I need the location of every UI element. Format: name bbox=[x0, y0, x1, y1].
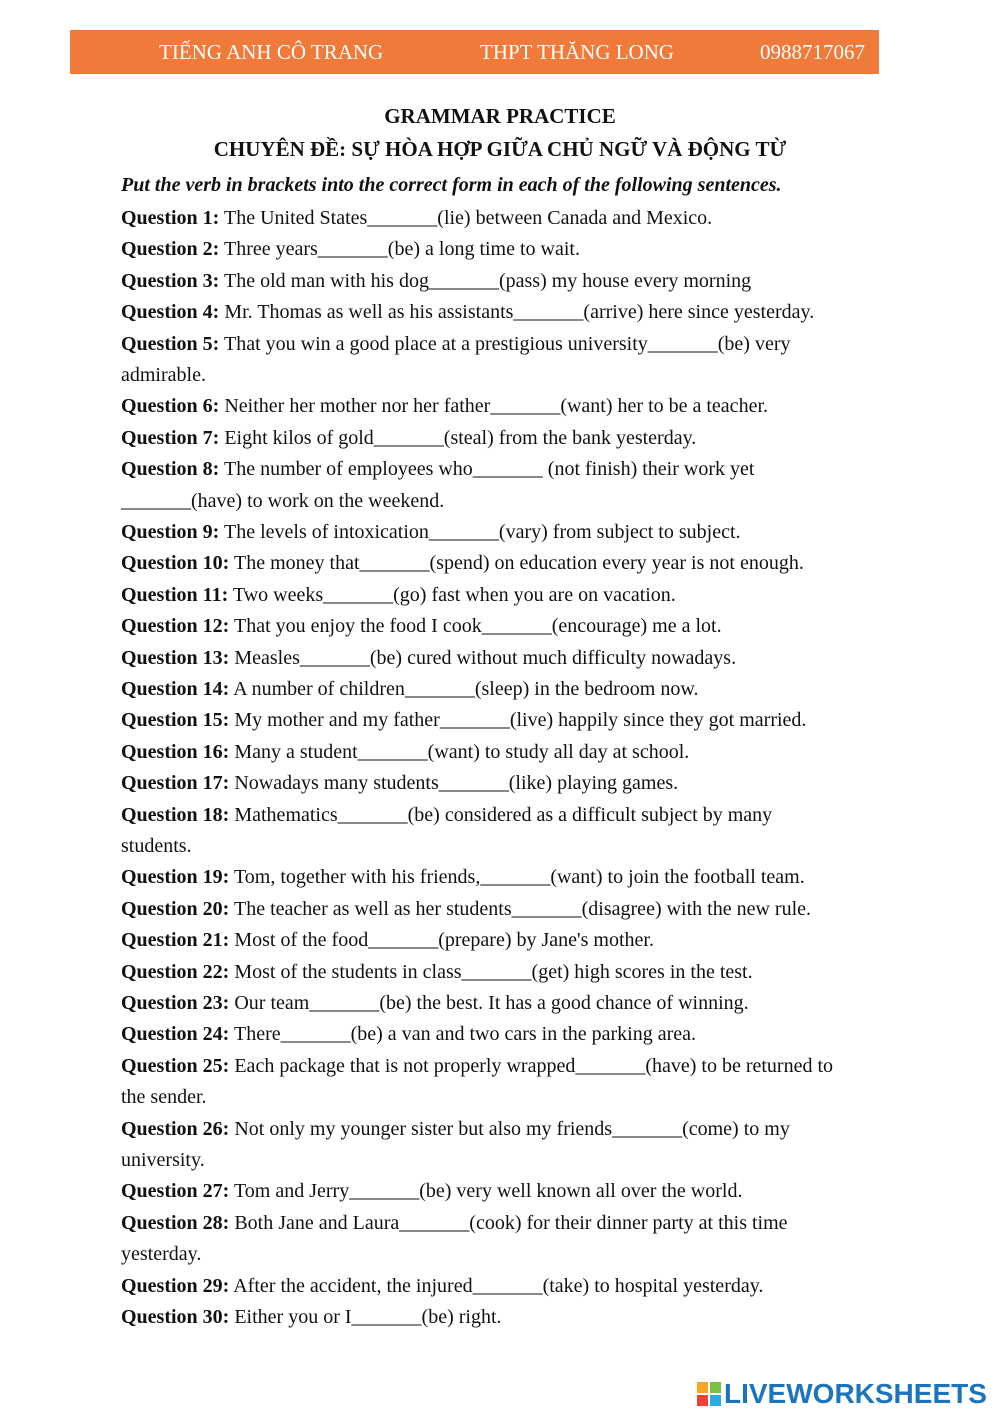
question-line bbox=[121, 865, 805, 889]
question-text: Most of the students in class_______(get) high scores in the test. bbox=[229, 961, 753, 983]
question-number: Question 21: bbox=[121, 929, 230, 951]
question-number: Question 5: bbox=[121, 333, 220, 355]
question-line bbox=[121, 834, 192, 858]
question-text: university. bbox=[121, 1149, 205, 1171]
question-line bbox=[121, 1148, 205, 1172]
question-number: Question 10: bbox=[121, 552, 230, 574]
question-text: Measles_______(be) cured without much difficulty nowadays. bbox=[229, 647, 737, 669]
question-text: Tom and Jerry_______(be) very well known all over the world. bbox=[229, 1180, 743, 1202]
liveworksheets-wordmark: LIVEWORKSHEETS bbox=[724, 1378, 987, 1409]
question-number: Question 13: bbox=[121, 647, 230, 669]
question-text: That you enjoy the food I cook_______(encourage) me a lot. bbox=[229, 615, 722, 637]
question-text: Both Jane and Laura_______(cook) for their dinner party at this time bbox=[229, 1212, 788, 1234]
question-line bbox=[121, 1117, 790, 1141]
question-line bbox=[121, 771, 678, 795]
question-number: Question 26: bbox=[121, 1118, 230, 1140]
question-number: Question 15: bbox=[121, 709, 230, 731]
question-number: Question 3: bbox=[121, 270, 220, 292]
question-text: Two weeks_______(go) fast when you are on vacation. bbox=[228, 584, 676, 606]
question-number: Question 24: bbox=[121, 1023, 230, 1045]
question-line bbox=[121, 960, 753, 984]
question-text: Not only my younger sister but also my friends_______(come) to my bbox=[229, 1118, 790, 1140]
question-line bbox=[121, 237, 580, 261]
question-number: Question 25: bbox=[121, 1055, 230, 1077]
liveworksheets-icon bbox=[697, 1382, 721, 1406]
question-text: After the accident, the injured_______(take) to hospital yesterday. bbox=[229, 1275, 764, 1297]
header-school-name: THPT THĂNG LONG bbox=[480, 40, 675, 64]
question-line bbox=[121, 991, 749, 1015]
question-line bbox=[121, 457, 754, 481]
question-line bbox=[121, 300, 814, 324]
question-text: admirable. bbox=[121, 364, 206, 386]
header-teacher-name: TIẾNG ANH CÔ TRANG bbox=[159, 40, 384, 64]
question-line bbox=[121, 551, 804, 575]
question-text: My mother and my father_______(live) happily since they got married. bbox=[229, 709, 807, 731]
question-number: Question 1: bbox=[121, 207, 220, 229]
page-subtitle: CHUYÊN ĐỀ: SỰ HÒA HỢP GIỮA CHỦ NGỮ VÀ ĐỘNG TỪ bbox=[213, 137, 787, 161]
question-text: Our team_______(be) the best. It has a good chance of winning. bbox=[229, 992, 749, 1014]
question-line bbox=[121, 897, 811, 921]
question-line bbox=[121, 803, 772, 827]
header-phone-number: 0988717067 bbox=[760, 40, 865, 64]
question-number: Question 2: bbox=[121, 238, 220, 260]
question-line bbox=[121, 646, 736, 670]
question-number: Question 7: bbox=[121, 427, 220, 449]
question-line bbox=[121, 489, 444, 513]
question-number: Question 12: bbox=[121, 615, 230, 637]
question-number: Question 27: bbox=[121, 1180, 230, 1202]
question-line bbox=[121, 1211, 788, 1235]
question-line bbox=[121, 928, 654, 952]
question-text: students. bbox=[121, 835, 192, 857]
question-line bbox=[121, 677, 699, 701]
question-line bbox=[121, 708, 806, 732]
question-text: There_______(be) a van and two cars in the parking area. bbox=[229, 1023, 697, 1045]
question-number: Question 28: bbox=[121, 1212, 230, 1234]
question-line bbox=[121, 206, 712, 230]
question-text: The old man with his dog_______(pass) my house every morning bbox=[219, 270, 752, 292]
question-text: Eight kilos of gold_______(steal) from the bank yesterday. bbox=[219, 427, 697, 449]
question-line bbox=[121, 1054, 833, 1078]
question-line bbox=[121, 1179, 742, 1203]
question-text: That you win a good place at a prestigious university_______(be) very bbox=[219, 333, 791, 355]
question-number: Question 20: bbox=[121, 898, 230, 920]
question-text: Three years_______(be) a long time to wait. bbox=[219, 238, 580, 260]
question-text: A number of children_______(sleep) in the bedroom now. bbox=[229, 678, 699, 700]
question-text: _______(have) to work on the weekend. bbox=[121, 490, 445, 512]
question-line bbox=[121, 520, 741, 544]
question-number: Question 22: bbox=[121, 961, 230, 983]
question-number: Question 16: bbox=[121, 741, 230, 763]
question-text: Mr. Thomas as well as his assistants_______(arrive) here since yesterday. bbox=[219, 301, 815, 323]
question-line bbox=[121, 583, 676, 607]
question-text: The number of employees who_______ (not finish) their work yet bbox=[219, 458, 755, 480]
question-number: Question 18: bbox=[121, 804, 230, 826]
page-title: GRAMMAR PRACTICE bbox=[384, 104, 616, 128]
question-text: Tom, together with his friends,_______(want) to join the football team. bbox=[229, 866, 805, 888]
question-text: Each package that is not properly wrapped_______(have) to be returned to bbox=[229, 1055, 834, 1077]
question-line bbox=[121, 1274, 763, 1298]
question-line bbox=[121, 394, 768, 418]
question-text: Many a student_______(want) to study all day at school. bbox=[229, 741, 690, 763]
question-line bbox=[121, 1305, 502, 1329]
question-line bbox=[121, 426, 696, 450]
question-number: Question 23: bbox=[121, 992, 230, 1014]
question-line bbox=[121, 740, 689, 764]
question-text: Mathematics_______(be) considered as a difficult subject by many bbox=[229, 804, 773, 826]
liveworksheets-logo bbox=[697, 1378, 997, 1412]
question-number: Question 6: bbox=[121, 395, 220, 417]
instruction-text: Put the verb in brackets into the correct form in each of the following sentences. bbox=[121, 174, 782, 196]
question-text: The United States_______(lie) between Canada and Mexico. bbox=[219, 207, 713, 229]
question-number: Question 8: bbox=[121, 458, 220, 480]
question-text: The money that_______(spend) on education every year is not enough. bbox=[229, 552, 804, 574]
question-number: Question 4: bbox=[121, 301, 220, 323]
question-number: Question 17: bbox=[121, 772, 230, 794]
question-number: Question 9: bbox=[121, 521, 220, 543]
question-line bbox=[121, 363, 206, 387]
question-number: Question 14: bbox=[121, 678, 230, 700]
question-line bbox=[121, 269, 751, 293]
question-number: Question 30: bbox=[121, 1306, 230, 1328]
question-number: Question 11: bbox=[121, 584, 229, 606]
question-line bbox=[121, 1022, 696, 1046]
question-text: Most of the food_______(prepare) by Jane's mother. bbox=[229, 929, 654, 951]
question-text: The levels of intoxication_______(vary) from subject to subject. bbox=[219, 521, 741, 543]
question-text: The teacher as well as her students_______(disagree) with the new rule. bbox=[229, 898, 812, 920]
question-line bbox=[121, 1242, 201, 1266]
question-text: Either you or I_______(be) right. bbox=[229, 1306, 502, 1328]
question-text: the sender. bbox=[121, 1086, 207, 1108]
question-line bbox=[121, 332, 791, 356]
question-text: yesterday. bbox=[121, 1243, 202, 1265]
header-banner bbox=[70, 30, 879, 74]
question-text: Nowadays many students_______(like) playing games. bbox=[229, 772, 679, 794]
question-line bbox=[121, 614, 722, 638]
question-number: Question 29: bbox=[121, 1275, 230, 1297]
question-line bbox=[121, 1085, 207, 1109]
question-number: Question 19: bbox=[121, 866, 230, 888]
question-text: Neither her mother nor her father_______(want) her to be a teacher. bbox=[219, 395, 768, 417]
